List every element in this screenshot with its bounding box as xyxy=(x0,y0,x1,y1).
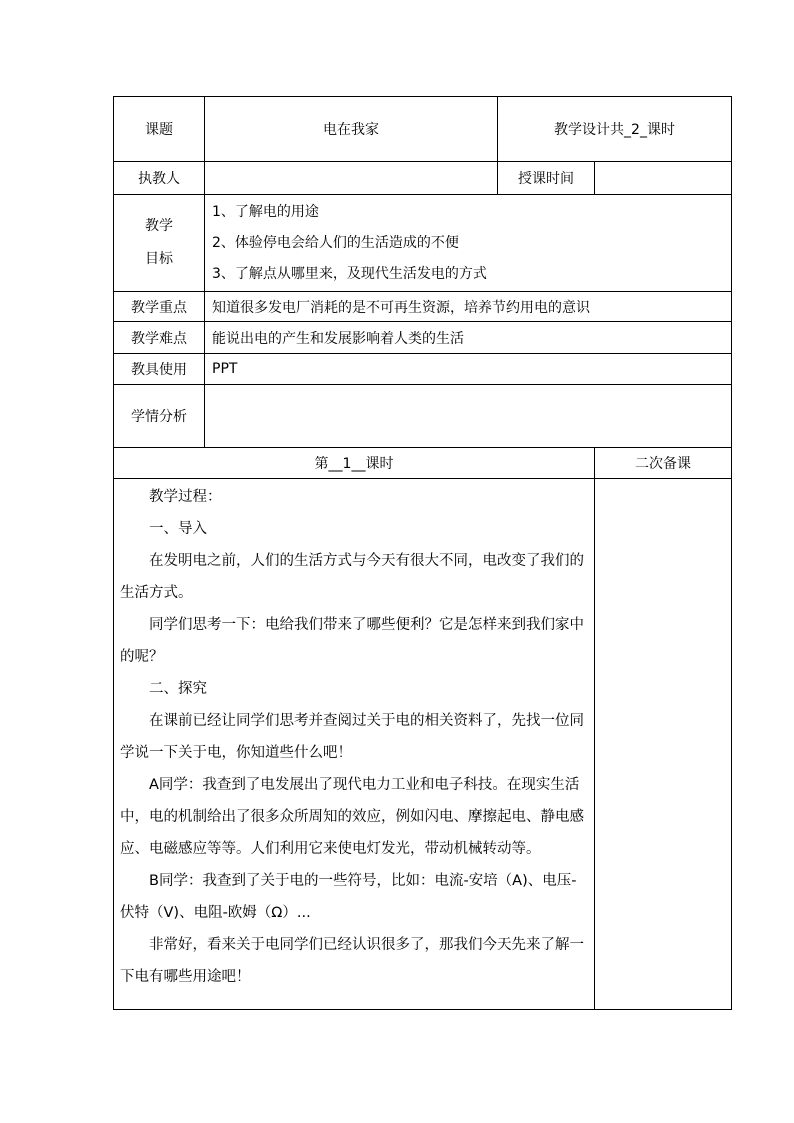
process-paragraph: B同学：我查到了关于电的一些符号，比如：电流-安培（A)、电压-伏特（V)、电阻-欧姆（Ω）... xyxy=(120,873,577,921)
tools-value: PPT xyxy=(205,354,732,385)
teacher-label: 执教人 xyxy=(114,162,205,195)
difficulty-label: 教学难点 xyxy=(114,322,205,354)
goal-item: 2、体验停电会给人们的生活造成的不便 xyxy=(212,234,459,251)
tools-row xyxy=(114,354,732,385)
time-label: 授课时间 xyxy=(498,162,595,195)
section-intro-heading: 一、导入 xyxy=(149,521,207,537)
period-row xyxy=(114,448,732,479)
process-paragraph: 在发明电之前，人们的生活方式与今天有很大不同，电改变了我们的生活方式。 xyxy=(120,553,584,601)
goals-label-line1: 教学 xyxy=(145,218,173,234)
key-point-row xyxy=(114,292,732,322)
goals-label xyxy=(114,195,205,292)
analysis-row xyxy=(114,385,732,448)
teacher-row xyxy=(114,162,732,195)
time-value xyxy=(595,162,732,195)
key-point-value: 知道很多发电厂消耗的是不可再生资源，培养节约用电的意识 xyxy=(205,292,732,322)
section-explore-heading: 二、探究 xyxy=(149,681,207,697)
goal-item: 1、了解电的用途 xyxy=(212,203,319,220)
process-paragraph: 同学们思考一下：电给我们带来了哪些便利？它是怎样来到我们家中的呢？ xyxy=(120,617,584,665)
design-total: 教学设计共_2_课时 xyxy=(498,97,732,162)
process-heading: 教学过程： xyxy=(149,489,222,505)
analysis-value xyxy=(205,385,732,448)
difficulty-row xyxy=(114,322,732,354)
topic-label: 课题 xyxy=(114,97,205,162)
analysis-label: 学情分析 xyxy=(114,385,205,448)
process-paragraph: 非常好，看来关于电同学们已经认识很多了，那我们今天先来了解一下电有哪些用途吧！ xyxy=(120,937,584,985)
period-title: 第__1__课时 xyxy=(114,448,595,479)
difficulty-value: 能说出电的产生和发展影响着人类的生活 xyxy=(205,322,732,354)
topic-row xyxy=(114,97,732,162)
process-row xyxy=(114,479,732,1010)
goals-list xyxy=(205,195,732,292)
secondary-prep-label: 二次备课 xyxy=(595,448,732,479)
process-paragraph: 在课前已经让同学们思考并查阅过关于电的相关资料了，先找一位同学说一下关于电，你知道些什么吧！ xyxy=(120,713,584,761)
teacher-value xyxy=(205,162,498,195)
teaching-process xyxy=(114,479,595,1010)
topic-value: 电在我家 xyxy=(205,97,498,162)
lesson-plan-table xyxy=(113,96,732,1010)
tools-label: 教具使用 xyxy=(114,354,205,385)
goal-item: 3、了解点从哪里来，及现代生活发电的方式 xyxy=(212,265,487,282)
process-paragraph: A同学：我查到了电发展出了现代电力工业和电子科技。在现实生活中，电的机制给出了很多众所周知的效应，例如闪电、摩擦起电、静电感应、电磁感应等等。人们利用它来使电灯发光，带动机械转动等。 xyxy=(120,777,584,857)
goals-label-line2: 目标 xyxy=(145,251,173,267)
key-point-label: 教学重点 xyxy=(114,292,205,322)
secondary-prep-cell xyxy=(595,479,732,1010)
goals-row xyxy=(114,195,732,292)
